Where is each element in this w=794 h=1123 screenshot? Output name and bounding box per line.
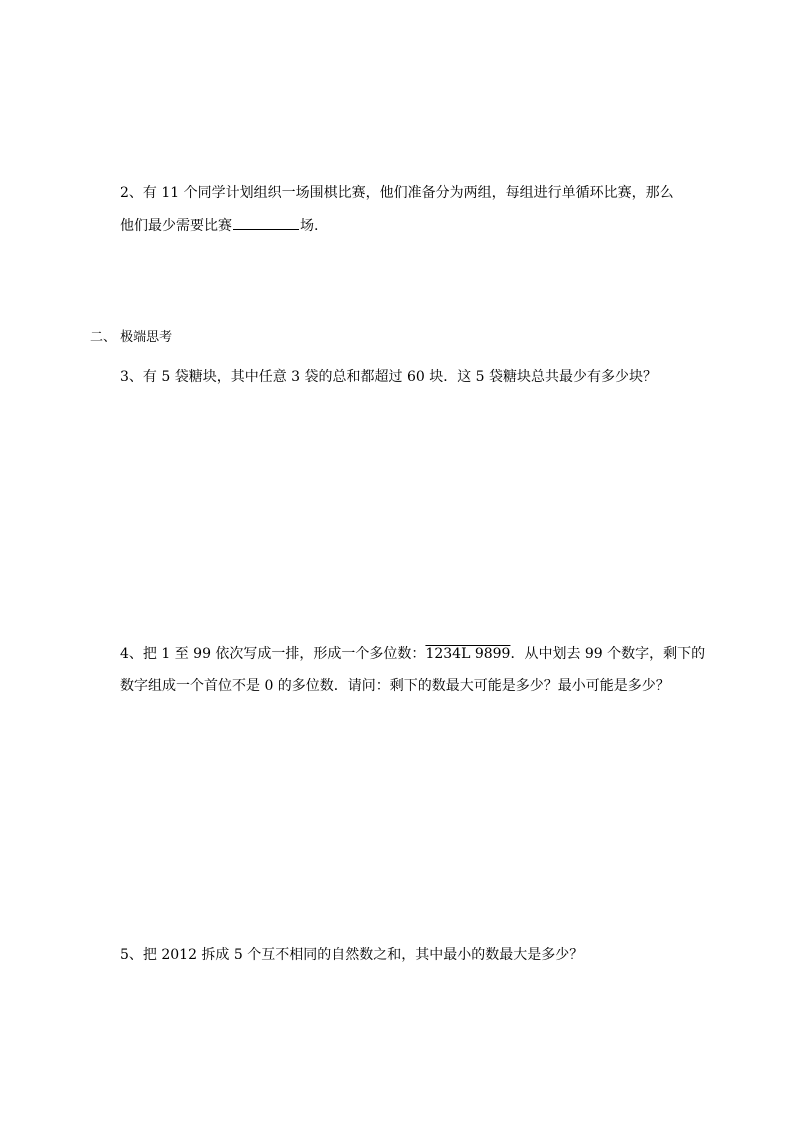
question-4-text-continued: ．从中划去 99 个数字，剩下的 [510,646,706,662]
question-2-unit: 场. [300,218,319,234]
question-5: 5、把 2012 拆成 5 个互不相同的自然数之和，其中最小的数最大是多少？ [120,947,584,963]
question-2-line-1: 2、有 11 个同学计划组织一场围棋比赛，他们准备分为两组，每组进行单循环比赛，那么 [120,185,674,201]
question-2-line-2 [120,215,318,236]
answer-blank[interactable] [233,215,299,230]
section-heading-extreme-thinking: 二、 极端思考 [90,330,173,345]
question-4-number: 1234L 9899 [425,646,511,662]
question-2-text: 他们最少需要比赛 [120,218,232,234]
question-4-line-2: 数字组成一个首位不是 0 的多位数．请问：剩下的数最大可能是多少？最小可能是多少？ [120,678,670,694]
question-4-text: 4、把 1 至 99 依次写成一排，形成一个多位数： [120,646,426,662]
question-3: 3、有 5 袋糖块，其中任意 3 袋的总和都超过 60 块．这 5 袋糖块总共最少有多少块？ [120,369,658,385]
question-4-line-1 [120,644,705,664]
